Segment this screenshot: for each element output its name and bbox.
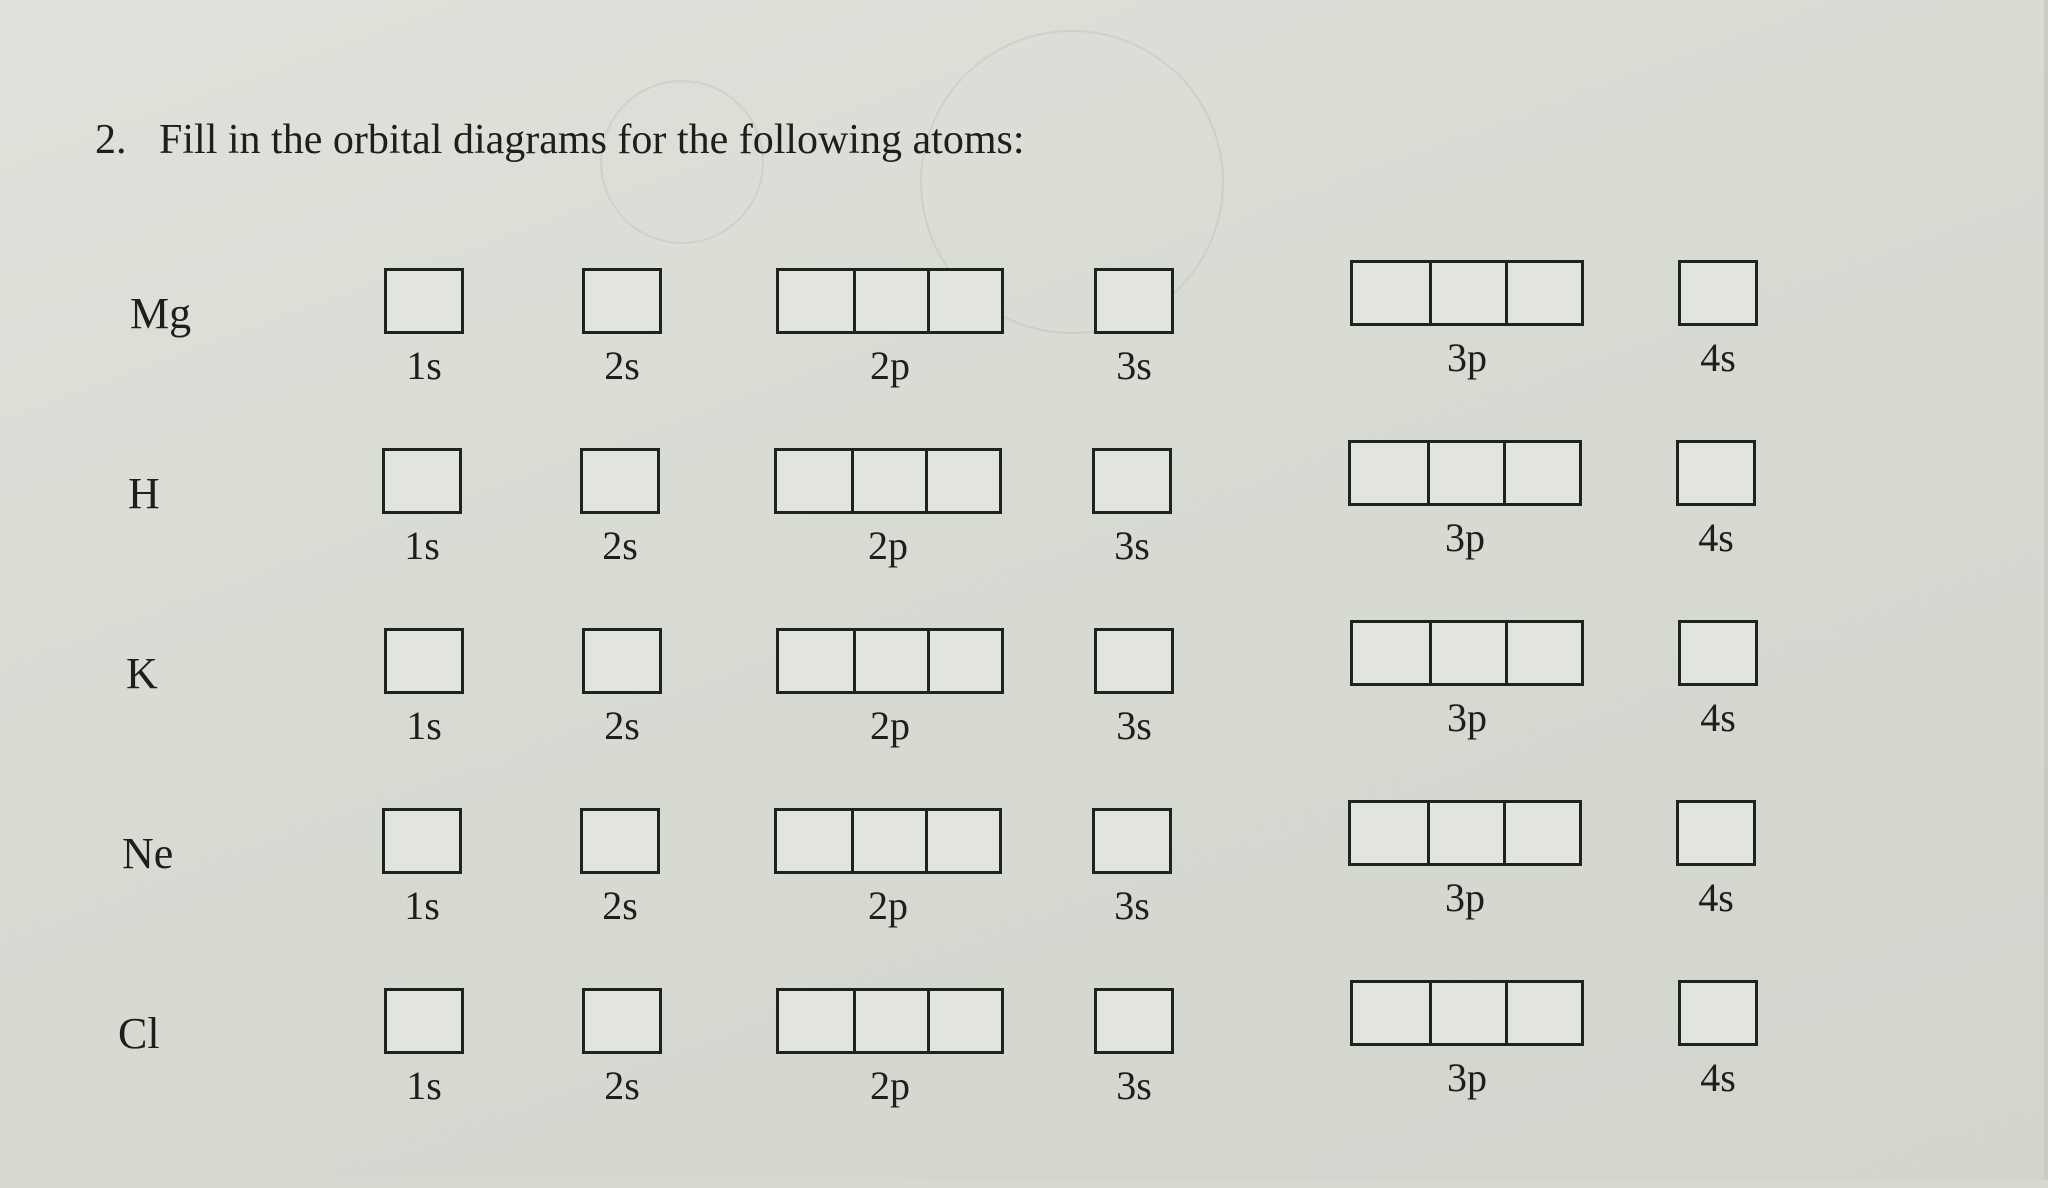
orbital-box[interactable] [1429, 983, 1505, 1043]
orbital-box[interactable] [925, 811, 999, 871]
orbital-box[interactable] [853, 991, 927, 1051]
orbital-box-set [580, 808, 660, 874]
orbital-group [1676, 800, 1756, 922]
orbital-box-set [382, 448, 462, 514]
orbital-box[interactable] [1097, 631, 1171, 691]
orbital-box-set [1348, 440, 1582, 506]
orbital-label: 2p [870, 343, 910, 388]
orbital-group [1678, 980, 1758, 1102]
orbital-box-set [1678, 260, 1758, 326]
orbital-box-set [1094, 988, 1174, 1054]
orbital-group [384, 988, 464, 1110]
orbital-box[interactable] [387, 991, 461, 1051]
atom-symbol: Mg [130, 289, 192, 338]
orbital-group [582, 628, 662, 750]
orbital-group [384, 268, 464, 390]
orbital-label: 3s [1116, 343, 1152, 388]
orbital-box[interactable] [1353, 983, 1429, 1043]
orbital-box-set [776, 988, 1004, 1054]
orbital-box[interactable] [1353, 623, 1429, 683]
orbital-box[interactable] [1429, 263, 1505, 323]
orbital-label: 3p [1445, 875, 1485, 920]
orbital-box-set [382, 808, 462, 874]
orbital-box[interactable] [585, 991, 659, 1051]
orbital-label: 1s [404, 883, 440, 928]
orbital-box[interactable] [853, 631, 927, 691]
orbital-box[interactable] [1351, 803, 1427, 863]
orbital-box-set [1348, 800, 1582, 866]
orbital-group [1092, 808, 1172, 930]
orbital-box[interactable] [1679, 803, 1753, 863]
orbital-group [1094, 628, 1174, 750]
orbital-group [1676, 440, 1756, 562]
orbital-label: 2p [870, 1063, 910, 1108]
orbital-box[interactable] [1505, 263, 1581, 323]
orbital-label: 4s [1700, 335, 1736, 380]
orbital-label: 2s [604, 343, 640, 388]
question-prompt [95, 116, 1025, 164]
orbital-box-set [582, 988, 662, 1054]
orbital-group [1094, 268, 1174, 390]
orbital-box-set [1350, 260, 1584, 326]
orbital-box[interactable] [583, 451, 657, 511]
orbital-label: 4s [1698, 515, 1734, 560]
orbital-box[interactable] [1679, 443, 1753, 503]
orbital-box[interactable] [1095, 811, 1169, 871]
orbital-box[interactable] [925, 451, 999, 511]
orbital-label: 3p [1447, 695, 1487, 740]
orbital-group [1350, 980, 1584, 1102]
orbital-box-set [1350, 620, 1584, 686]
orbital-label: 2p [868, 523, 908, 568]
orbital-box[interactable] [387, 631, 461, 691]
orbital-box[interactable] [583, 811, 657, 871]
orbital-box[interactable] [1681, 983, 1755, 1043]
atom-symbol: Ne [122, 829, 174, 878]
orbital-group [1350, 620, 1584, 742]
orbital-group [582, 268, 662, 390]
orbital-label: 3s [1116, 703, 1152, 748]
orbital-box[interactable] [585, 631, 659, 691]
orbital-group [1094, 988, 1174, 1110]
orbital-box[interactable] [779, 271, 853, 331]
atom-symbol: Cl [118, 1009, 160, 1058]
orbital-label: 2p [870, 703, 910, 748]
orbital-group [382, 448, 462, 570]
orbital-box[interactable] [1503, 803, 1579, 863]
orbital-label: 3p [1447, 335, 1487, 380]
orbital-box[interactable] [1353, 263, 1429, 323]
orbital-group [382, 808, 462, 930]
orbital-group [1350, 260, 1584, 382]
orbital-box[interactable] [927, 271, 1001, 331]
orbital-group [1348, 800, 1582, 922]
orbital-group [776, 988, 1004, 1110]
orbital-label: 2p [868, 883, 908, 928]
orbital-label: 3s [1114, 883, 1150, 928]
orbital-box-set [1092, 808, 1172, 874]
orbital-label: 3s [1116, 1063, 1152, 1108]
orbital-box[interactable] [777, 811, 851, 871]
orbital-group [1678, 620, 1758, 742]
question-text: Fill in the orbital diagrams for the following atoms: [159, 117, 1025, 163]
atom-row [0, 628, 2044, 828]
orbital-box-set [1092, 448, 1172, 514]
orbital-group [776, 268, 1004, 390]
orbital-box-set [1676, 800, 1756, 866]
orbital-group [580, 448, 660, 570]
orbital-label: 1s [406, 703, 442, 748]
orbital-box-set [1678, 980, 1758, 1046]
orbital-group [580, 808, 660, 930]
orbital-box-set [384, 628, 464, 694]
orbital-box-set [774, 808, 1002, 874]
orbital-box[interactable] [385, 451, 459, 511]
orbital-box[interactable] [585, 271, 659, 331]
orbital-box-set [1676, 440, 1756, 506]
orbital-box[interactable] [1427, 443, 1503, 503]
orbital-label: 4s [1700, 695, 1736, 740]
orbital-label: 1s [406, 1063, 442, 1108]
orbital-label: 2s [602, 883, 638, 928]
orbital-box[interactable] [851, 811, 925, 871]
orbital-box[interactable] [927, 991, 1001, 1051]
orbital-label: 4s [1700, 1055, 1736, 1100]
orbital-box[interactable] [1095, 451, 1169, 511]
orbital-box[interactable] [1097, 991, 1171, 1051]
orbital-box[interactable] [853, 271, 927, 331]
orbital-group [1348, 440, 1582, 562]
orbital-group [582, 988, 662, 1110]
atom-row [0, 268, 2044, 468]
orbital-group [384, 628, 464, 750]
orbital-box-set [1350, 980, 1584, 1046]
orbital-label: 1s [406, 343, 442, 388]
orbital-box-set [1094, 268, 1174, 334]
orbital-box-set [1678, 620, 1758, 686]
orbital-group [1092, 448, 1172, 570]
orbital-label: 3p [1447, 1055, 1487, 1100]
orbital-box-set [774, 448, 1002, 514]
orbital-box-set [582, 268, 662, 334]
orbital-box[interactable] [1505, 983, 1581, 1043]
orbital-group [1678, 260, 1758, 382]
orbital-box[interactable] [851, 451, 925, 511]
orbital-label: 1s [404, 523, 440, 568]
orbital-label: 2s [604, 703, 640, 748]
orbital-box-set [582, 628, 662, 694]
orbital-box[interactable] [779, 991, 853, 1051]
orbital-box-set [776, 268, 1004, 334]
orbital-box-set [1094, 628, 1174, 694]
orbital-box-set [776, 628, 1004, 694]
orbital-box[interactable] [1097, 271, 1171, 331]
orbital-box[interactable] [777, 451, 851, 511]
orbital-box[interactable] [1427, 803, 1503, 863]
orbital-label: 3p [1445, 515, 1485, 560]
atom-symbol: H [128, 469, 160, 518]
atom-row [0, 808, 2044, 1008]
orbital-label: 2s [604, 1063, 640, 1108]
orbital-box[interactable] [1503, 443, 1579, 503]
orbital-box-set [384, 988, 464, 1054]
orbital-box[interactable] [387, 271, 461, 331]
atom-row [0, 988, 2044, 1188]
orbital-box[interactable] [1429, 623, 1505, 683]
orbital-box[interactable] [1681, 263, 1755, 323]
orbital-box[interactable] [1505, 623, 1581, 683]
orbital-label: 4s [1698, 875, 1734, 920]
orbital-box-set [384, 268, 464, 334]
orbital-label: 2s [602, 523, 638, 568]
orbital-box[interactable] [779, 631, 853, 691]
orbital-label: 3s [1114, 523, 1150, 568]
orbital-group [776, 628, 1004, 750]
atom-row [0, 448, 2044, 648]
orbital-group [774, 808, 1002, 930]
atom-symbol: K [126, 649, 158, 698]
orbital-box[interactable] [927, 631, 1001, 691]
orbital-box[interactable] [1351, 443, 1427, 503]
orbital-box[interactable] [1681, 623, 1755, 683]
orbital-group [774, 448, 1002, 570]
orbital-box[interactable] [385, 811, 459, 871]
orbital-box-set [580, 448, 660, 514]
question-number: 2. [95, 117, 127, 163]
